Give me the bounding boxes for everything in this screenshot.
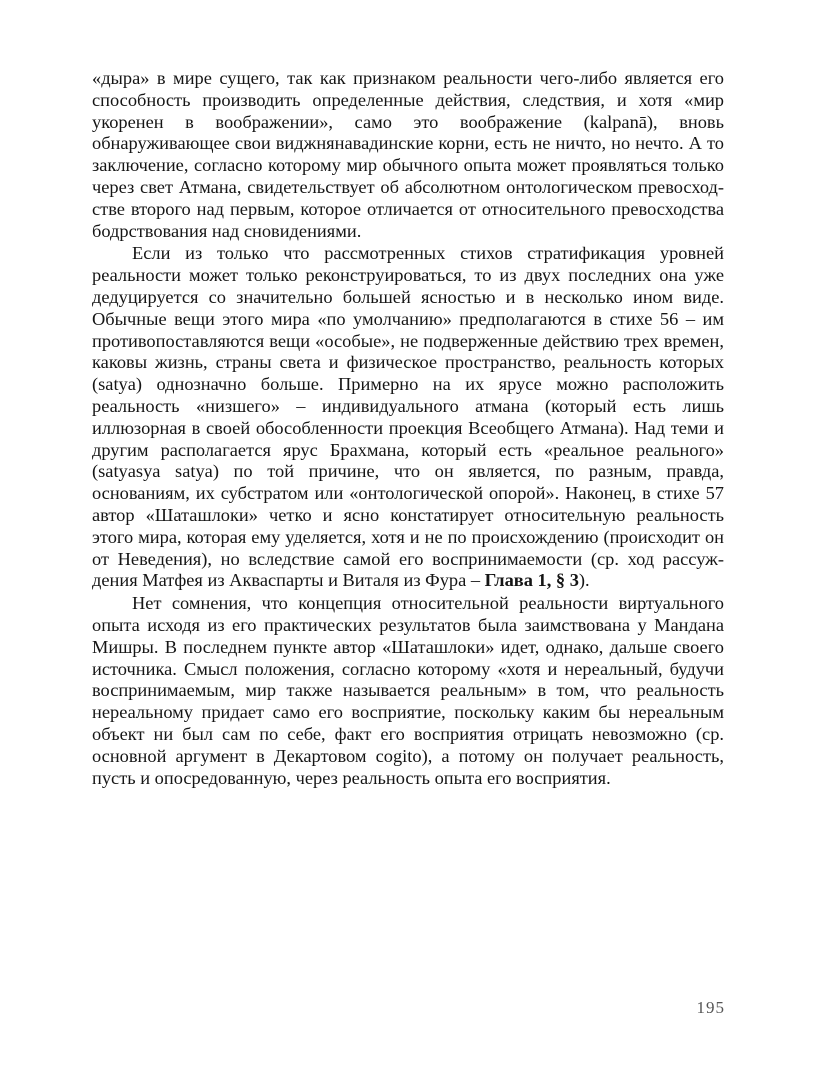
paragraph-2-text: Если из только что рассмотренных стихов стратификация уровней реальности может только реконструироваться, то из двух последних она уже дедуцируется со значительно большей ясностью и в несколько ином виде. Обычные вещи этого мира «по умолчанию» предполагаются в стихе 56 – им противопоставляются вещи «особые», не подверженные действию трех времен, каковы жизнь, страны света и физическое пространство, реальность которых (satya) однозначно больше. Примерно на их ярусе можно расположить реальность «низшего» – индивидуального атмана (который есть лишь иллюзорная в своей обособленности проекция Всеобщего Атмана). Над теми и другим располагается ярус Брахмана, который есть «реальное реального» (satyasya satya) по той причине, что он является, по разным, правда, основаниям, их субстратом или «онтологической опорой». Наконец, в стихе 57 автор «Шаташлоки» четко и ясно констатирует относительную реальность этого мира, которая ему уделяется, хотя и не по происхождению (происходит он от Неведения), но вследствие самой его воспринимаемости (ср. ход рассуждения Матфея из Акваспарты и Виталя из Фура – bbox=[92, 243, 724, 591]
paragraph-3-text: Нет сомнения, что концепция относительной реальности виртуального опыта исходя из его практических результатов была заимствована у Мандана Мишры. В последнем пункте автор «Шаташлоки» идет, однако, дальше своего источника. Смысл положения, согласно которому «хотя и нереальный, будучи воспринимаемым, мир также называется реальным» в том, что реальность нереальному придает само его восприятие, поскольку каким бы нереальным объект ни был сам по себе, факт его восприятия отрицать невозможно (ср. основной аргумент в Декартовом cogito), а потому он получает реальность, пусть и опосредованную, через реальность опыта его восприятия. bbox=[92, 593, 724, 788]
paragraph-1-text: «дыра» в мире сущего, так как признаком реальности чего-либо является его способность производить определенные действия, следствия, и хотя «мир укоренен в воображении», само это воображение (kalpanā), вновь обнаруживающее свои виджнянавадинские корни, есть не ничто, но нечто. А то заключение, согласно которому мир обычного опыта может проявляться только через свет Атмана, свидетельствует об абсолютном онтологическом превосходстве второго над первым, которое отличается от относительного превосходства бодрствования над сновидениями. bbox=[92, 68, 724, 241]
paragraph-1 bbox=[92, 68, 724, 242]
chapter-reference: Глава 1, § 3 bbox=[484, 570, 579, 591]
paragraph-2-tail: ). bbox=[578, 570, 590, 591]
paragraph-2 bbox=[92, 243, 724, 592]
paragraph-3 bbox=[92, 593, 724, 789]
page-text bbox=[92, 68, 724, 789]
page-number: 195 bbox=[696, 998, 725, 1017]
